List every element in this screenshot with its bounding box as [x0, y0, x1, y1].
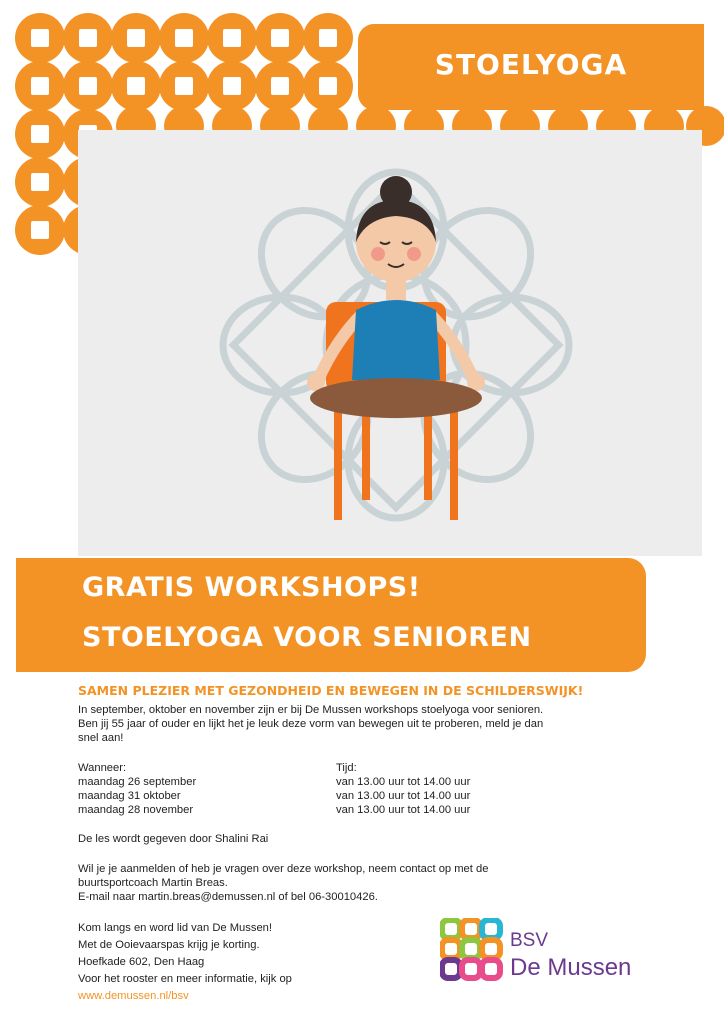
intro-line-3: snel aan! — [78, 732, 124, 744]
illustration-panel — [78, 130, 702, 556]
teacher-line: De les wordt gegeven door Shalini Rai — [78, 833, 269, 845]
schedule-time-3: van 13.00 uur tot 14.00 uur — [336, 804, 471, 816]
heading-line-1: GRATIS WORKSHOPS! — [82, 572, 421, 603]
intro-line-1: In september, oktober en november zijn er bij De Mussen workshops stoelyoga voor senioren. — [78, 704, 544, 716]
de-mussen-logo-mark — [440, 918, 504, 982]
website-link[interactable]: www.demussen.nl/bsv — [78, 990, 189, 1002]
tagline: SAMEN PLEZIER MET GEZONDHEID EN BEWEGEN IN DE SCHILDERSWIJK! — [78, 683, 584, 698]
intro-line-2: Ben jij 55 jaar of ouder en lijkt het je leuk deze vorm van bewegen uit te proberen, meld je dan — [78, 718, 544, 730]
heading-banner — [16, 558, 646, 672]
footer-line-3: Hoefkade 602, Den Haag — [78, 956, 205, 968]
meditating-woman-on-chair-illustration — [78, 130, 702, 556]
page-title: STOELYOGA — [434, 48, 628, 81]
schedule-time-2: van 13.00 uur tot 14.00 uur — [336, 790, 471, 802]
contact-line-2: buurtsportcoach Martin Breas. — [78, 877, 228, 889]
contact-line-3: E-mail naar martin.breas@demussen.nl of bel 06-30010426. — [78, 891, 378, 903]
logo-name: De Mussen — [510, 954, 632, 981]
heading-line-2: STOELYOGA VOOR SENIOREN — [82, 622, 532, 653]
schedule-date-1: maandag 26 september — [78, 776, 197, 788]
footer-line-4: Voor het rooster en meer informatie, kijk op — [78, 973, 292, 985]
schedule-time-1: van 13.00 uur tot 14.00 uur — [336, 776, 471, 788]
schedule-date-2: maandag 31 oktober — [78, 790, 181, 802]
time-label: Tijd: — [336, 762, 357, 774]
contact-line-1: Wil je je aanmelden of heb je vragen over deze workshop, neem contact op met de — [78, 863, 489, 875]
when-label: Wanneer: — [78, 762, 127, 774]
schedule-date-3: maandag 28 november — [78, 804, 194, 816]
footer-line-1: Kom langs en word lid van De Mussen! — [78, 922, 273, 934]
footer-line-2: Met de Ooievaarspas krijg je korting. — [78, 939, 260, 951]
logo-prefix: BSV — [510, 930, 549, 951]
title-banner — [358, 24, 704, 110]
